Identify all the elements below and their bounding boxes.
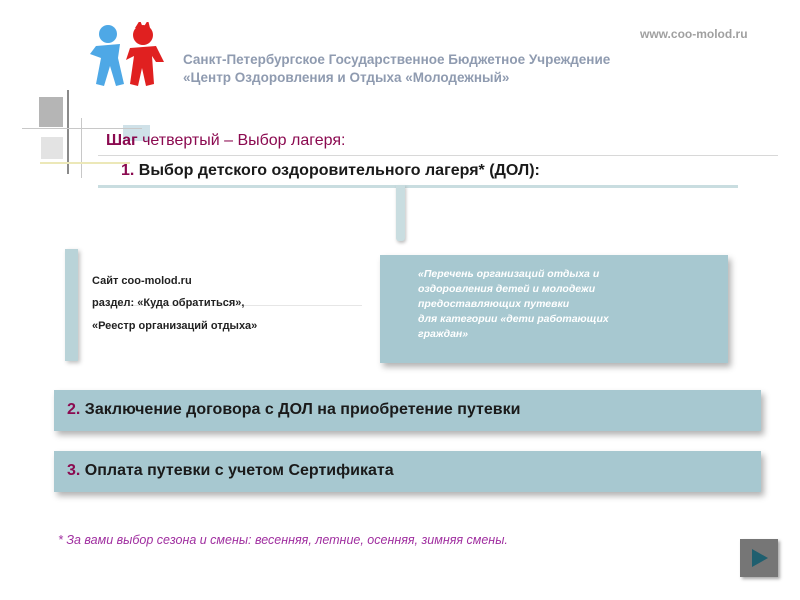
step2-text: Заключение договора с ДОЛ на приобретение путевки xyxy=(80,401,521,418)
decorative-square-light xyxy=(41,137,63,159)
org-name-line1: Санкт-Петербургское Государственное Бюджетное Учреждение xyxy=(183,52,611,67)
organizations-list-box xyxy=(380,255,728,363)
play-arrow-icon xyxy=(750,548,770,568)
info-section: раздел: «Куда обратиться», xyxy=(92,297,245,309)
step2-box xyxy=(54,390,761,431)
decorative-vertical-line-2 xyxy=(81,118,82,178)
next-slide-button[interactable] xyxy=(740,539,778,577)
children-logo-icon xyxy=(88,22,168,92)
step-title-rest: четвертый – Выбор лагеря: xyxy=(137,132,346,149)
step3-text: Оплата путевки с учетом Сертификата xyxy=(80,462,394,479)
step3-box xyxy=(54,451,761,492)
step3-label xyxy=(67,462,394,480)
step3-number: 3. xyxy=(67,462,81,479)
step2-number: 2. xyxy=(67,401,81,418)
step1-heading xyxy=(121,162,540,180)
step-title-prefix: Шаг xyxy=(106,132,138,149)
decorative-square-gray xyxy=(39,97,63,127)
step2-label xyxy=(67,401,520,419)
decorative-horizontal-line xyxy=(22,128,142,129)
org-name-line2: «Центр Оздоровления и Отдыха «Молодежный» xyxy=(183,70,510,85)
logo xyxy=(88,22,168,92)
info-side-bar xyxy=(65,249,78,361)
step-title xyxy=(106,132,345,150)
site-url[interactable]: www.coo-molod.ru xyxy=(640,27,748,41)
info-registry: «Реестр организаций отдыха» xyxy=(92,320,258,332)
title-divider xyxy=(98,155,778,156)
footnote: * За вами выбор сезона и смены: весенняя, летние, осенняя, зимняя смены. xyxy=(58,533,508,547)
organizations-list-text: «Перечень организаций отдыха и оздоровления детей и молодежи предоставляющих путевки для категории «дети работающих граждан» xyxy=(418,268,609,340)
info-site[interactable]: Сайт coo-molod.ru xyxy=(92,275,192,287)
connector-bar xyxy=(396,185,405,241)
decorative-horizontal-line-yellow xyxy=(40,162,130,164)
step1-number: 1. xyxy=(121,162,135,179)
step1-underline xyxy=(98,185,738,188)
step1-text: Выбор детского оздоровительного лагеря* (ДОЛ): xyxy=(134,162,540,179)
